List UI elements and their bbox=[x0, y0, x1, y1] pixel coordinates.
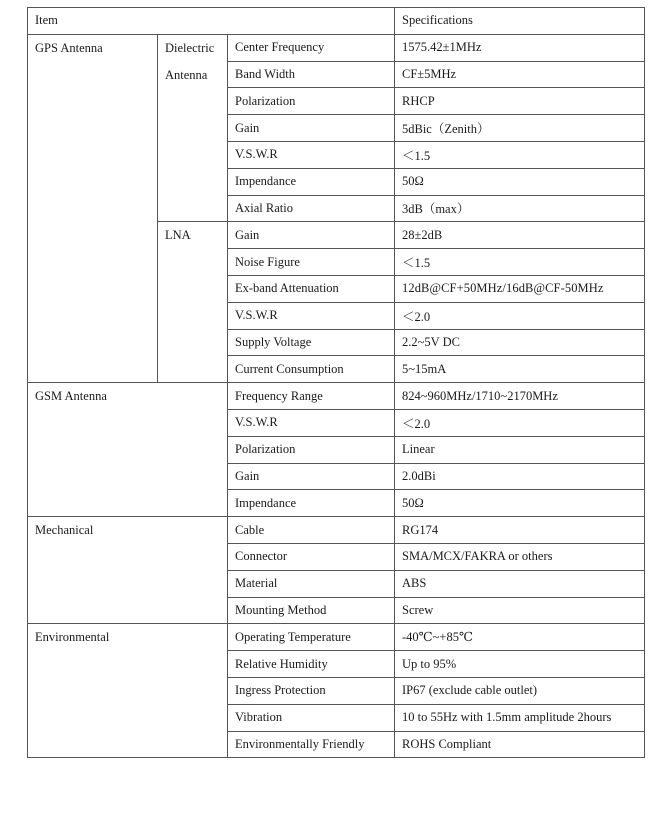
param-cell: Mounting Method bbox=[228, 597, 395, 624]
table-row bbox=[28, 624, 645, 651]
table-row bbox=[28, 383, 645, 410]
value-cell: ＜1.5 bbox=[395, 249, 645, 276]
value-cell: RHCP bbox=[395, 88, 645, 115]
param-cell: Ingress Protection bbox=[228, 677, 395, 704]
value-cell: 1575.42±1MHz bbox=[395, 34, 645, 61]
value-cell: ＜1.5 bbox=[395, 141, 645, 168]
param-cell: Current Consumption bbox=[228, 356, 395, 383]
value-cell: -40℃~+85℃ bbox=[395, 624, 645, 651]
param-cell: Gain bbox=[228, 463, 395, 490]
header-item: Item bbox=[28, 8, 395, 35]
value-cell: CF±5MHz bbox=[395, 61, 645, 88]
value-cell: Screw bbox=[395, 597, 645, 624]
value-cell: 3dB（max） bbox=[395, 195, 645, 222]
param-cell: Relative Humidity bbox=[228, 651, 395, 678]
value-cell: Up to 95% bbox=[395, 651, 645, 678]
value-cell: 28±2dB bbox=[395, 222, 645, 249]
param-cell: Frequency Range bbox=[228, 383, 395, 410]
param-cell: Impendance bbox=[228, 490, 395, 517]
specifications-table bbox=[27, 7, 645, 758]
param-cell: Center Frequency bbox=[228, 34, 395, 61]
param-cell: Gain bbox=[228, 115, 395, 142]
group-gsm-antenna: GSM Antenna bbox=[28, 383, 228, 517]
group-environmental: Environmental bbox=[28, 624, 228, 758]
value-cell: SMA/MCX/FAKRA or others bbox=[395, 543, 645, 570]
value-cell: 5~15mA bbox=[395, 356, 645, 383]
param-cell: V.S.W.R bbox=[228, 302, 395, 329]
value-cell: ROHS Compliant bbox=[395, 731, 645, 758]
param-cell: Ex-band Attenuation bbox=[228, 275, 395, 302]
param-cell: Noise Figure bbox=[228, 249, 395, 276]
param-cell: Cable bbox=[228, 517, 395, 544]
param-cell: Connector bbox=[228, 543, 395, 570]
subgroup-dielectric-antenna bbox=[158, 34, 228, 222]
value-cell: 2.0dBi bbox=[395, 463, 645, 490]
value-cell: 50Ω bbox=[395, 168, 645, 195]
value-cell: ＜2.0 bbox=[395, 302, 645, 329]
param-cell: Vibration bbox=[228, 704, 395, 731]
value-cell: Linear bbox=[395, 436, 645, 463]
group-gps-antenna: GPS Antenna bbox=[28, 34, 158, 382]
value-cell: ABS bbox=[395, 570, 645, 597]
param-cell: Operating Temperature bbox=[228, 624, 395, 651]
value-cell: ＜2.0 bbox=[395, 409, 645, 436]
value-cell: RG174 bbox=[395, 517, 645, 544]
param-cell: V.S.W.R bbox=[228, 409, 395, 436]
param-cell: Supply Voltage bbox=[228, 329, 395, 356]
value-cell: 824~960MHz/1710~2170MHz bbox=[395, 383, 645, 410]
value-cell: IP67 (exclude cable outlet) bbox=[395, 677, 645, 704]
group-mechanical: Mechanical bbox=[28, 517, 228, 624]
param-cell: Polarization bbox=[228, 88, 395, 115]
param-cell: Polarization bbox=[228, 436, 395, 463]
value-cell: 10 to 55Hz with 1.5mm amplitude 2hours bbox=[395, 704, 645, 731]
subgroup-dielectric-line1: Dielectric bbox=[165, 40, 215, 55]
subgroup-lna: LNA bbox=[158, 222, 228, 383]
header-specifications: Specifications bbox=[395, 8, 645, 35]
param-cell: Material bbox=[228, 570, 395, 597]
value-cell: 5dBic（Zenith） bbox=[395, 115, 645, 142]
value-cell: 12dB@CF+50MHz/16dB@CF-50MHz bbox=[395, 275, 645, 302]
value-cell: 2.2~5V DC bbox=[395, 329, 645, 356]
param-cell: V.S.W.R bbox=[228, 141, 395, 168]
param-cell: Axial Ratio bbox=[228, 195, 395, 222]
value-cell: 50Ω bbox=[395, 490, 645, 517]
param-cell: Gain bbox=[228, 222, 395, 249]
table-row bbox=[28, 517, 645, 544]
param-cell: Environmentally Friendly bbox=[228, 731, 395, 758]
param-cell: Band Width bbox=[228, 61, 395, 88]
table-row bbox=[28, 34, 645, 61]
param-cell: Impendance bbox=[228, 168, 395, 195]
header-row bbox=[28, 8, 645, 35]
subgroup-dielectric-line2: Antenna bbox=[165, 68, 208, 83]
